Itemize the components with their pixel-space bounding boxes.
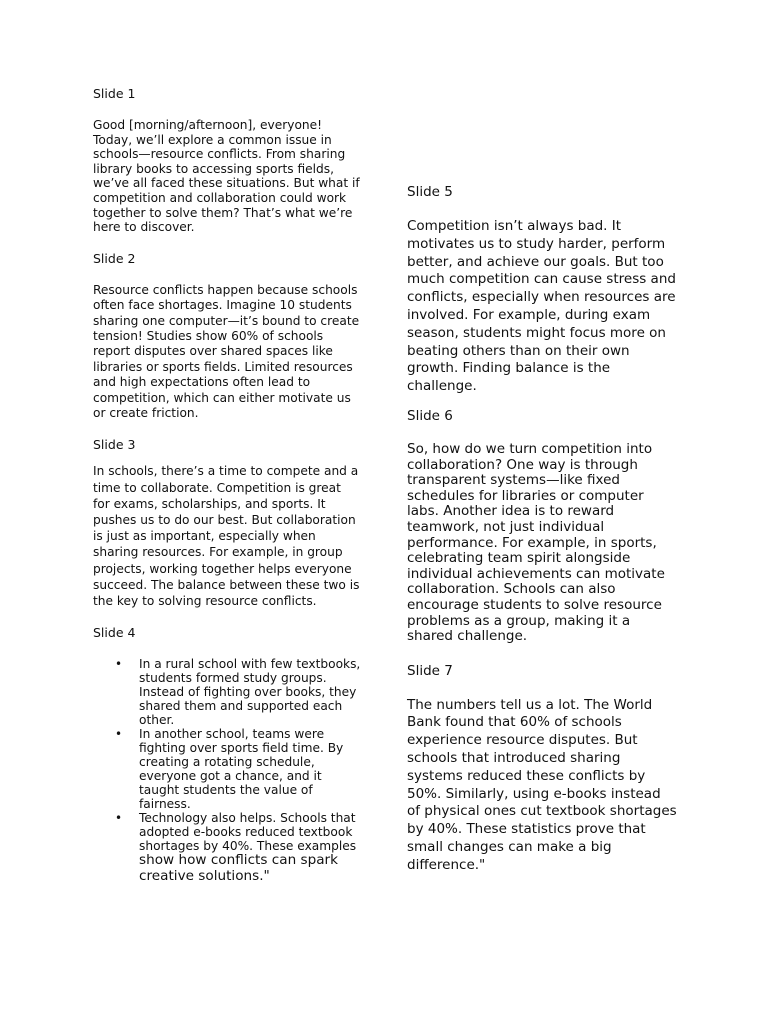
slide-6-text: So, how do we turn competition into collaboration? One way is through transparent systems—like fixed schedules for libraries or computer labs. Another idea is to reward teamwork, not just individual performance. For example, in sports, celebrating team spirit alongside individual achievements can motivate collaboration. Schools can also encourage students to solve resource problems as a group, making it a shared challenge. [407, 440, 665, 645]
slide-7-text: The numbers tell us a lot. The World Bank found that 60% of schools experience resource disputes. But schools that introduced sharing systems reduced these conflicts by 50%. Similarly, using e-books instead of physical ones cut textbook shortages by 40%. These statistics prove that small changes can make a big difference." [407, 696, 677, 873]
list-item-text: Technology also helps. Schools that adopted e-books reduced textbook shortages by 40%. These examples [139, 811, 357, 854]
right-column [407, 184, 677, 887]
slide-4-title: Slide 4 [93, 625, 136, 641]
list-item [115, 657, 361, 728]
slide-5-title: Slide 5 [407, 184, 453, 200]
list-item [115, 727, 361, 812]
slide-3-text: In schools, there’s a time to compete and a time to collaborate. Competition is great for exams, scholarships, and sports. It pushes us to do our best. But collaboration is just as important, especially when sharing resources. For example, in group projects, working together helps everyone succeed. The balance between these two is the key to solving resource conflicts. [93, 464, 360, 609]
bullet-icon: • [115, 727, 123, 742]
slide-5-section [407, 184, 677, 396]
list-item-text-tail: show how conflicts can spark creative solutions." [139, 852, 339, 884]
list-item [115, 811, 361, 884]
left-column [93, 86, 361, 900]
slide-1-section [93, 86, 361, 235]
slide-5-text: Competition isn’t always bad. It motivates us to study harder, perform better, and achieve our goals. But too much competition can cause stress and conflicts, especially when resources are involved. For example, during exam season, students might focus more on beating others than on their own growth. Finding balance is the challenge. [407, 218, 676, 395]
slide-7-title: Slide 7 [407, 662, 453, 679]
bullet-icon: • [115, 657, 123, 672]
slide-1-text: Good [morning/afternoon], everyone! Today, we’ll explore a common issue in schools—resource conflicts. From sharing library books to accessing sports fields, we’ve all faced these situations. But what if competition and collaboration could work together to solve them? That’s what we’re here to discover. [93, 118, 360, 235]
slide-7-section [407, 663, 677, 875]
slide-6-title: Slide 6 [407, 407, 453, 424]
list-item-text: In another school, teams were fighting over sports field time. By creating a rotating schedule, everyone got a chance, and it taught students the value of fairness. [139, 727, 344, 812]
slide-2-section [93, 251, 361, 422]
slide-6-section [407, 408, 677, 645]
slide-4-section [93, 625, 361, 884]
slide-2-title: Slide 2 [93, 250, 136, 266]
slide-2-text: Resource conflicts happen because schools often face shortages. Imagine 10 students sharing one computer—it’s bound to create tension! Studies show 60% of schools report disputes over shared spaces like libraries or sports fields. Limited resources and high expectations often lead to competition, which can either motivate us or create friction. [93, 282, 360, 420]
bullet-icon: • [115, 811, 123, 826]
slide-4-bullet-list [93, 657, 361, 884]
slide-1-title: Slide 1 [93, 86, 136, 101]
list-item-text: In a rural school with few textbooks, students formed study groups. Instead of fighting over books, they shared them and supported each other. [139, 657, 361, 728]
slide-3-section [93, 437, 361, 609]
slide-3-title: Slide 3 [93, 437, 136, 453]
